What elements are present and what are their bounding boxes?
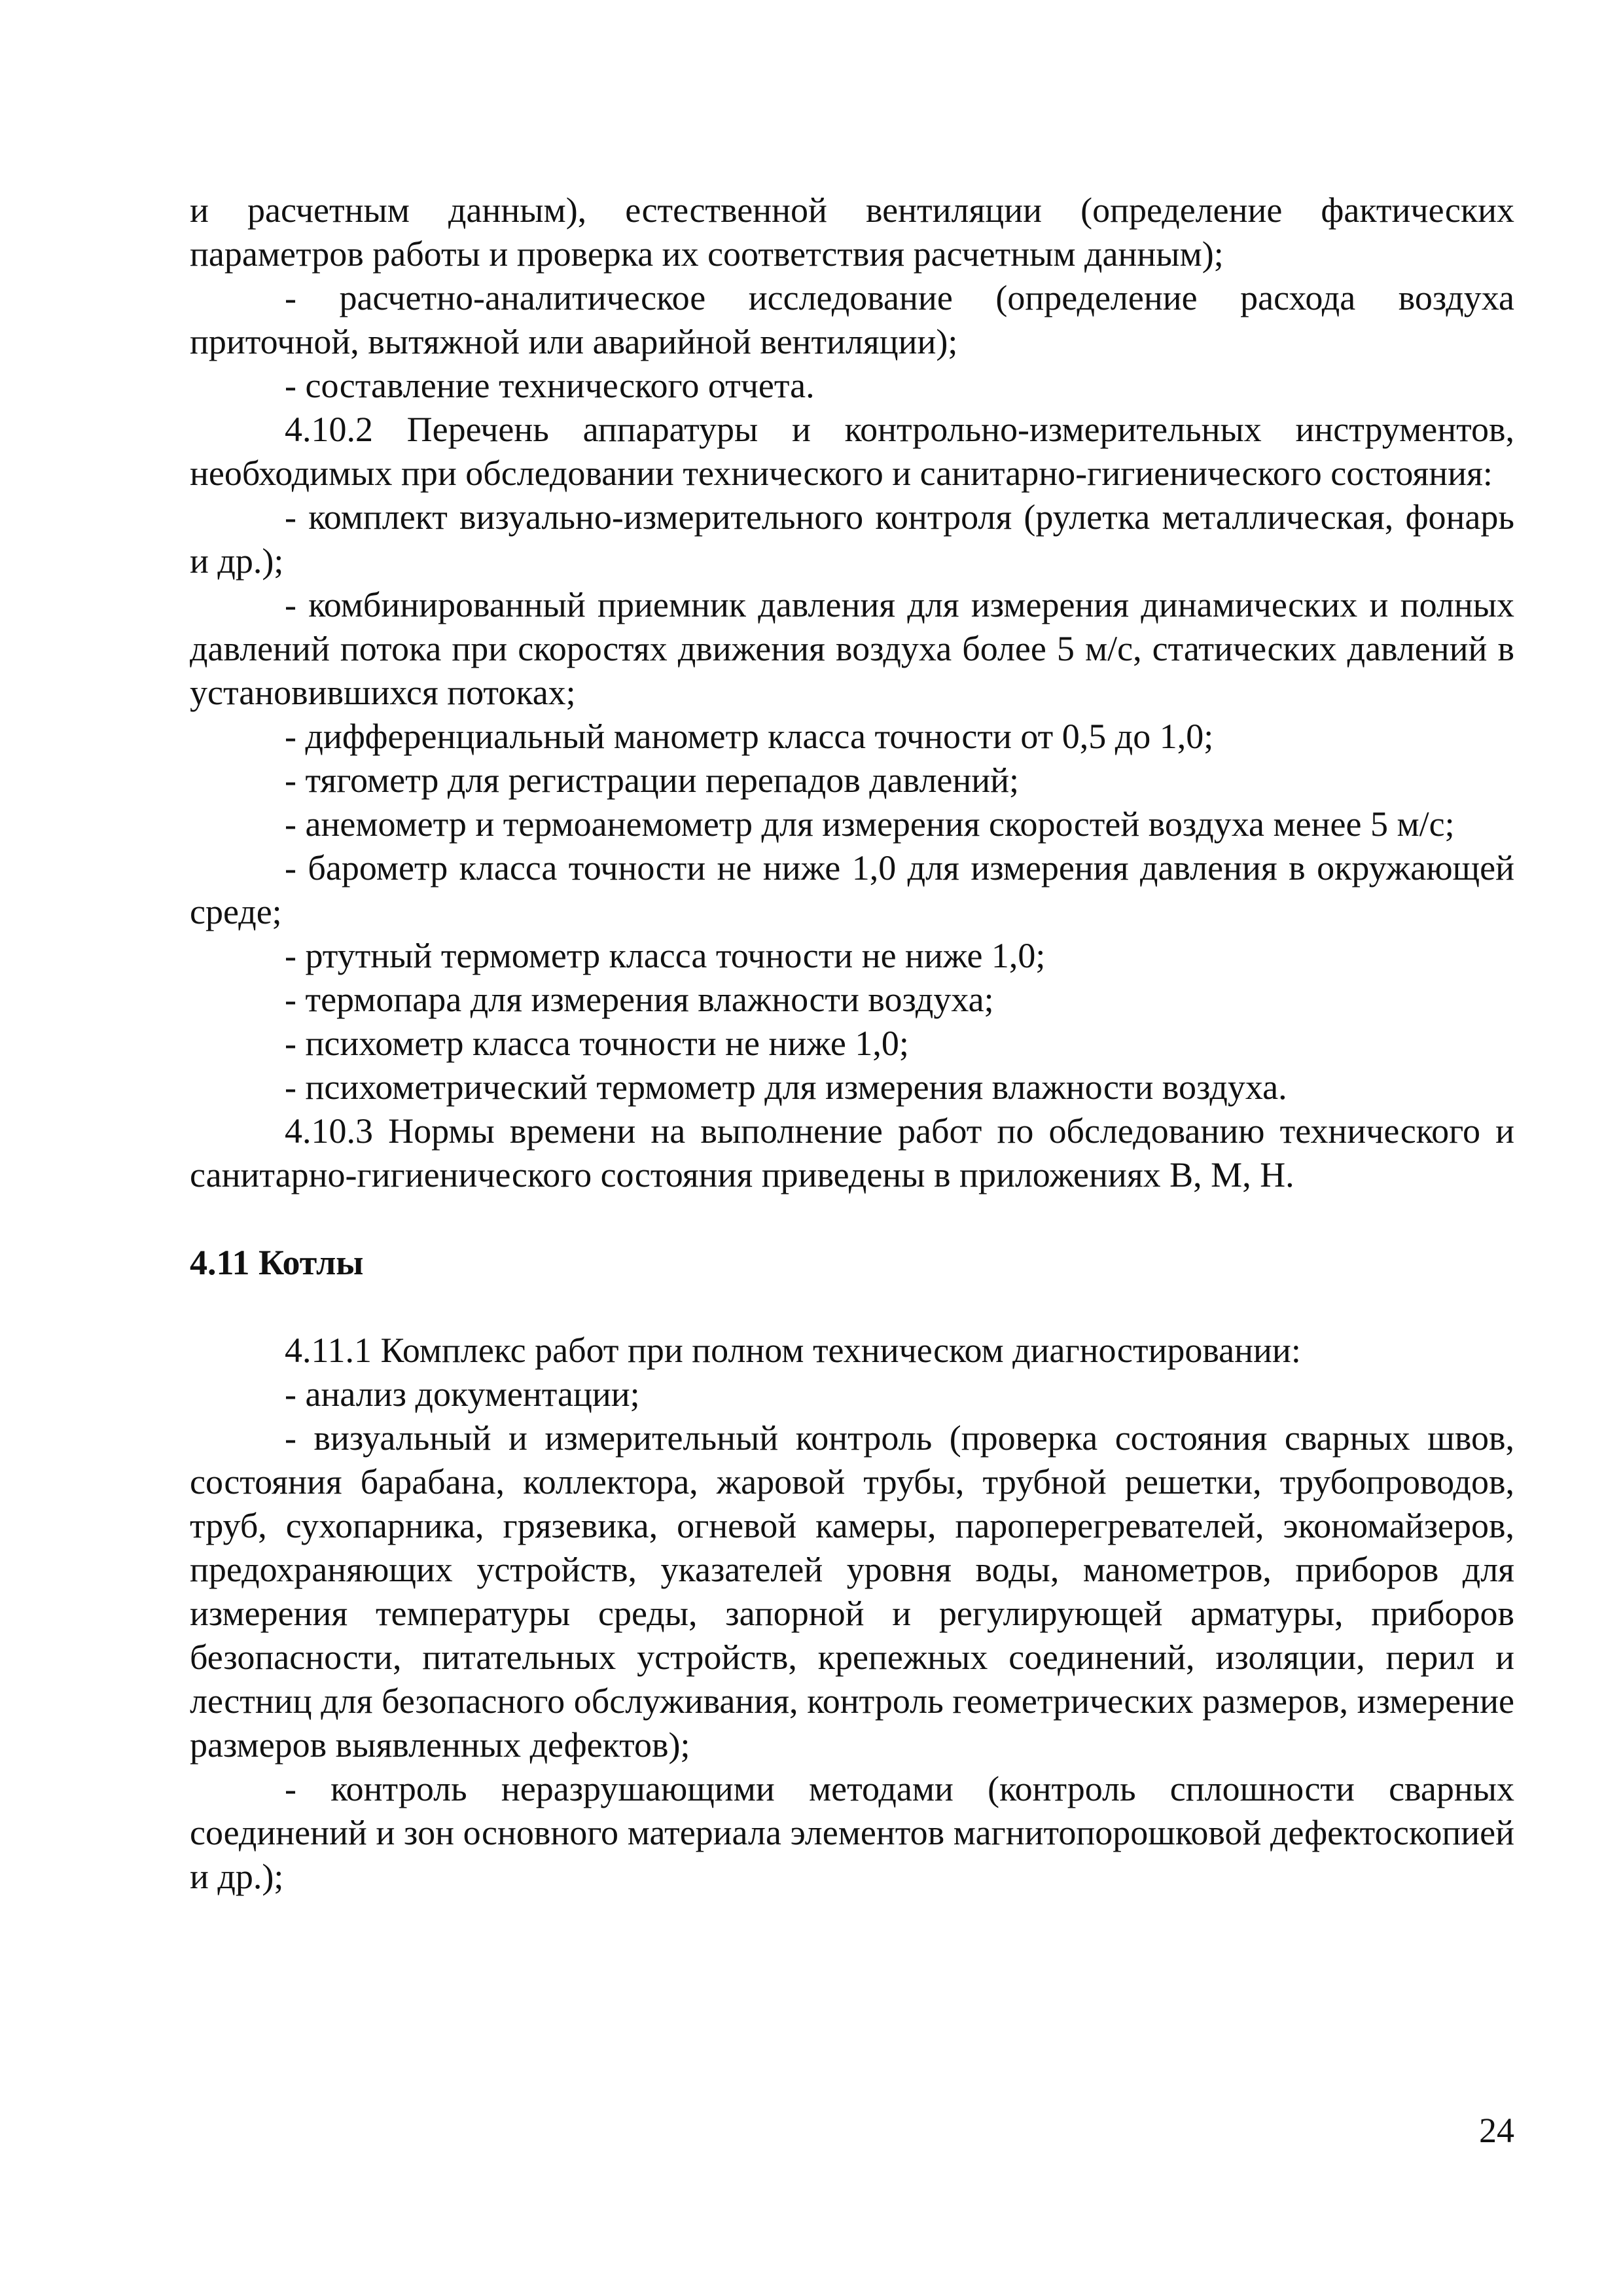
list-item: - контроль неразрушающими методами (контроль сплошности сварных соединений и зон основного материала элементов магнитопорошковой дефектоскопией и др.);: [190, 1769, 1514, 1896]
list-item: - анализ документации;: [285, 1374, 640, 1414]
paragraph-4-11-1: 4.11.1 Комплекс работ при полном техническом диагностировании:: [285, 1331, 1301, 1370]
paragraph-4-10-3: 4.10.3 Нормы времени на выполнение работ по обследованию технического и санитарно-гигиенического состояния приведены в приложениях В, М, Н.: [190, 1111, 1514, 1194]
spacer: [190, 1197, 1514, 1241]
list-item: - психометрический термометр для измерения влажности воздуха.: [285, 1067, 1287, 1107]
list-item: - тягометр для регистрации перепадов давлений;: [285, 761, 1020, 800]
page-number: 24: [1479, 2111, 1514, 2150]
list-item: - психометр класса точности не ниже 1,0;: [285, 1024, 909, 1063]
list-item: - комплект визуально-измерительного контроля (рулетка металлическая, фонарь и др.);: [190, 497, 1514, 581]
list-item: - барометр класса точности не ниже 1,0 для измерения давления в окружающей среде;: [190, 848, 1514, 931]
list-item: - визуальный и измерительный контроль (проверка состояния сварных швов, состояния барабана, коллектора, жаровой трубы, трубной решетки, трубопроводов, труб, сухопарника, грязевика, огневой камеры, пароперегревателей, экономайзеров, предохраняющих устройств, указателей уровня воды, манометров, приборов для измерения температуры среды, запорной и регулирующей арматуры, приборов безопасности, питательных устройств, крепежных соединений, изоляции, перил и лестниц для безопасного обслуживания, контроль геометрических размеров, измерение размеров выявленных дефектов);: [190, 1418, 1514, 1765]
list-item: - составление технического отчета.: [285, 366, 815, 405]
list-item: - расчетно-аналитическое исследование (определение расхода воздуха приточной, вытяжной или аварийной вентиляции);: [190, 278, 1514, 361]
list-item: - анемометр и термоанемометр для измерения скоростей воздуха менее 5 м/с;: [285, 804, 1455, 844]
list-item: - дифференциальный манометр класса точности от 0,5 до 1,0;: [285, 717, 1214, 756]
list-item: - ртутный термометр класса точности не ниже 1,0;: [285, 936, 1046, 975]
paragraph-4-10-2: 4.10.2 Перечень аппаратуры и контрольно-измерительных инструментов, необходимых при обследовании технического и санитарно-гигиенического состояния:: [190, 410, 1514, 493]
list-item: - комбинированный приемник давления для измерения динамических и полных давлений потока при скоростях движения воздуха более 5 м/с, статических давлений в установившихся потоках;: [190, 585, 1514, 712]
document-page: [190, 188, 1514, 1899]
spacer: [190, 1285, 1514, 1329]
list-item: - термопара для измерения влажности воздуха;: [285, 980, 994, 1019]
paragraph-ventilation-continued: и расчетным данным), естественной вентиляции (определение фактических параметров работы и проверка их соответствия расчетным данным);: [190, 190, 1514, 274]
section-heading-4-11: 4.11 Котлы: [190, 1243, 364, 1282]
